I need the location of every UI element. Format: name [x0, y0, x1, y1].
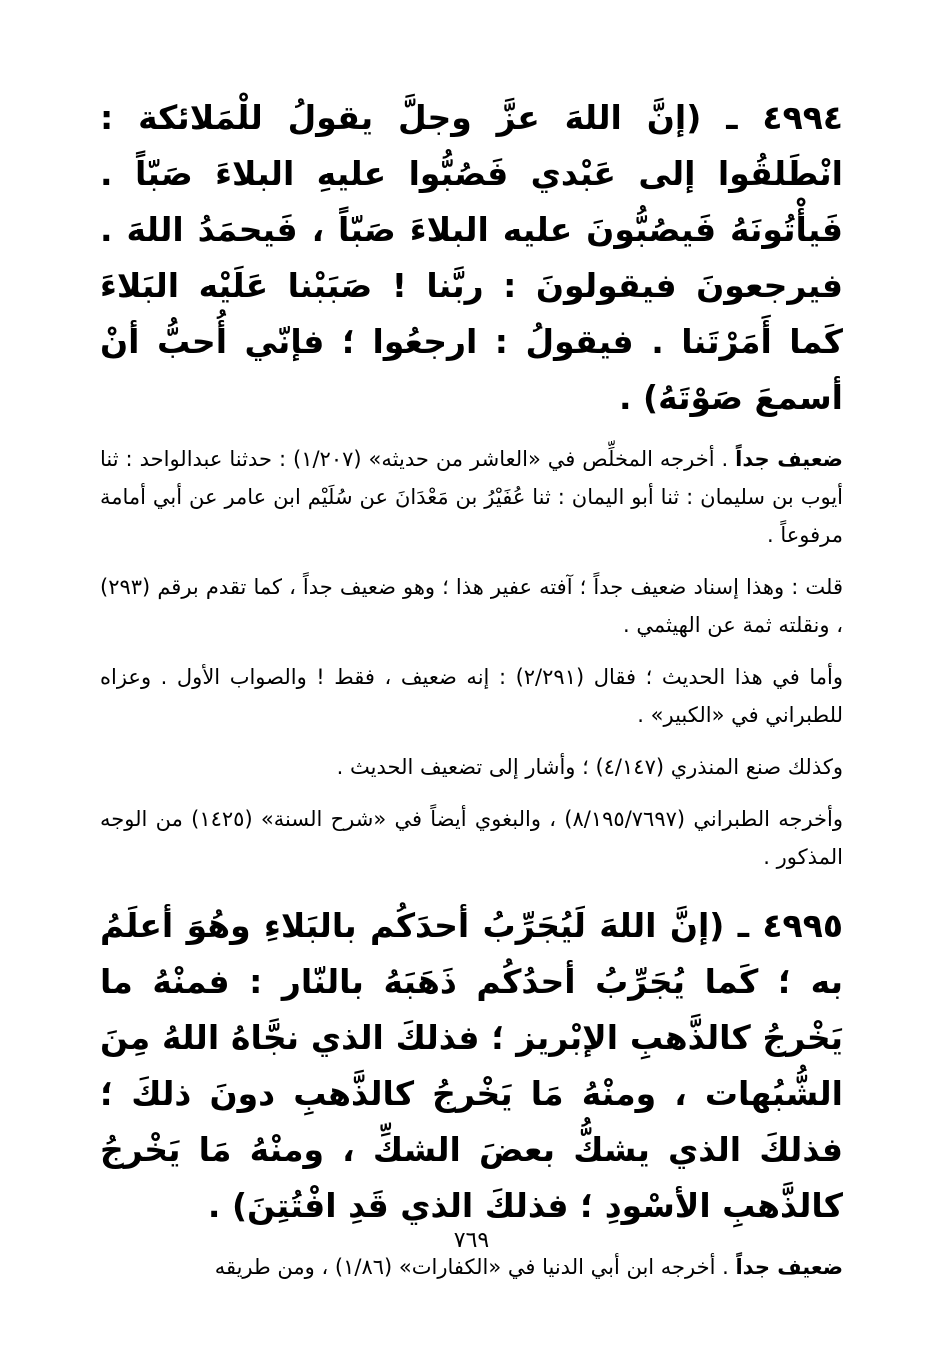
hadith-4994 [100, 90, 843, 426]
grading-label: ضعيف جداً [735, 1255, 843, 1279]
grading-label: ضعيف جداً [735, 447, 843, 471]
takhrij-text: . أخرجه ابن أبي الدنيا في «الكفارات» (١/٨٦) ، ومن طريقه [214, 1255, 729, 1279]
commentary-paragraph: وأخرجه الطبراني (٨/١٩٥/٧٦٩٧) ، والبغوي أيضاً في «شرح السنة» (١٤٢٥) من الوجه المذكور . [100, 807, 843, 869]
hadith-text: ـ (إنَّ اللهَ لَيُجَرِّبُ أحدَكُم بالبَلاءِ وهُوَ أعلَمُ به ؛ كَما يُجَرِّبُ أحدُكُم ذَهَبَهُ بالنّار : فمنْهُ ما يَخْرجُ كالذَّهبِ الإبْريز ؛ فذلكَ الذي نجَّاهُ اللهُ مِنَ الشُّبُهات ، ومنْهُ مَا يَخْرجُ كالذَّهبِ دونَ ذلكَ ؛ فذلكَ الذي يشكُّ بعضَ الشكِّ ، ومنْهُ مَا يَخْرجُ كالذَّهبِ الأسْودِ ؛ فذلكَ الذي قَدِ افْتُتِنَ) . [100, 906, 843, 1225]
page-number: ٧٦٩ [453, 1228, 490, 1253]
takhrij-text: . أخرجه المخلِّص في «العاشر من حديثه» (١/٢٠٧) : حدثنا عبدالواحد : ثنا أيوب بن سليمان : ثنا أبو اليمان : ثنا عُفَيْرُ بن مَعْدَانَ عن سُلَيْم ابن عامر عن أبي أمامة مرفوعاً . [100, 447, 843, 547]
commentary-paragraph: قلت : وهذا إسناد ضعيف جداً ؛ آفته عفير هذا ؛ وهو ضعيف جداً ، كما تقدم برقم (٢٩٣) ، ونقلته ثمة عن الهيثمي . [100, 575, 843, 637]
hadith-text: ـ (إنَّ اللهَ عزَّ وجلَّ يقولُ للْمَلائكة : انْطَلقُوا إلى عَبْدي فَصُبُّوا عليهِ البلاءَ صَبّاً . فَيأْتُونَهُ فَيصُبُّونَ عليه البلاءَ صَبّاً ، فَيحمَدُ اللهَ . فيرجعونَ فيقولونَ : ربَّنا ! صَبَبْنا عَلَيْه البَلاءَ كَما أَمَرْتَنا . فيقولُ : ارجعُوا ؛ فإنّي أُحبُّ أنْ أسمعَ صَوْتَهُ) . [100, 98, 843, 417]
hadith-4995 [100, 898, 843, 1234]
hadith-number: ٤٩٩٤ [762, 98, 843, 137]
takhrij-paragraph [100, 1248, 843, 1286]
commentary-paragraph: وأما في هذا الحديث ؛ فقال (٢/٢٩١) : إنه ضعيف ، فقط ! والصواب الأول . وعزاه للطبراني في «الكبير» . [100, 665, 843, 727]
commentary-paragraph: وكذلك صنع المنذري (٤/١٤٧) ؛ وأشار إلى تضعيف الحديث . [336, 755, 843, 779]
hadith-number: ٤٩٩٥ [762, 906, 843, 945]
takhrij-paragraph [100, 440, 843, 554]
